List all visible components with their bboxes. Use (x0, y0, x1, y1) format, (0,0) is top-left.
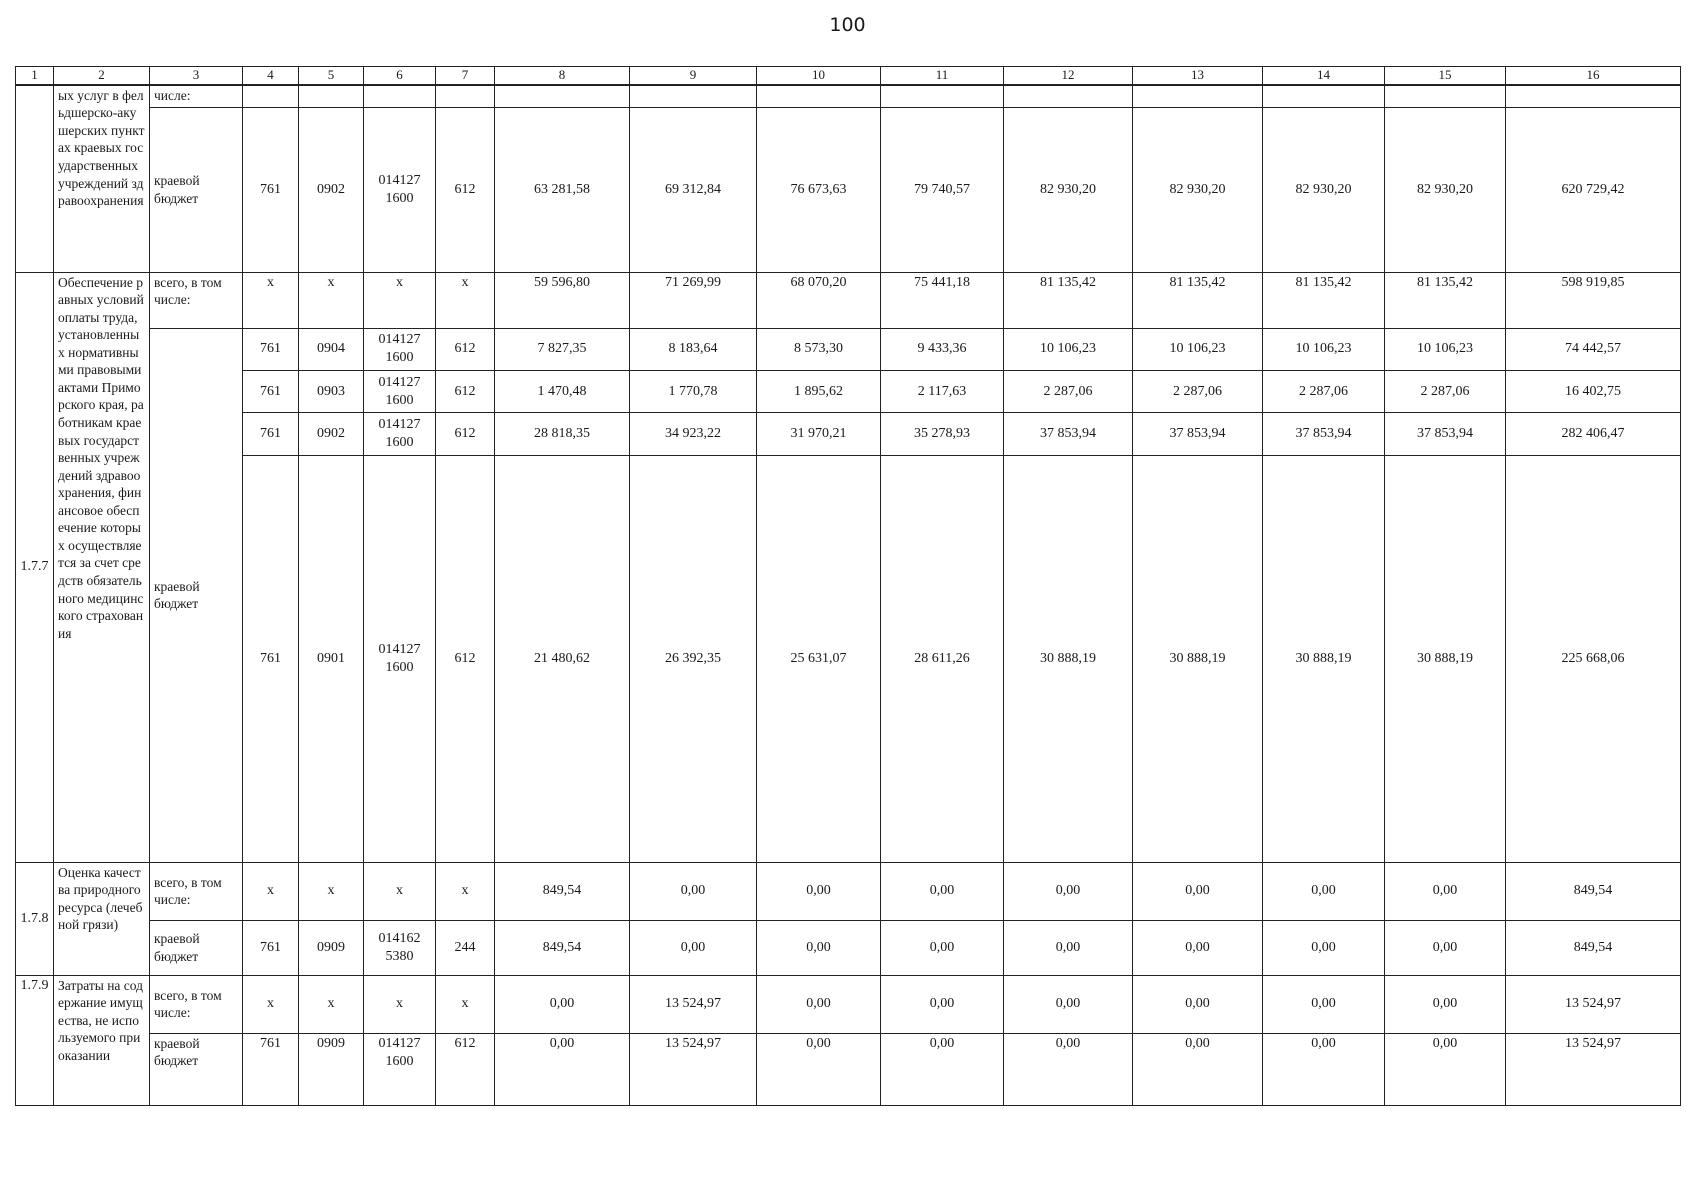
value-cell: 30 888,19 (1263, 455, 1385, 862)
code-cell: 014127 1600 (364, 371, 436, 413)
source-cell: краевой бюджет (150, 1033, 243, 1105)
code-cell: 0909 (299, 1033, 364, 1105)
code-cell: 0904 (299, 328, 364, 370)
column-header: 4 (243, 67, 299, 85)
value-cell: 37 853,94 (1263, 413, 1385, 455)
value-cell: 0,00 (630, 920, 757, 975)
table-row (16, 455, 1681, 862)
code-cell: х (243, 862, 299, 920)
value-cell: 37 853,94 (1133, 413, 1263, 455)
value-cell: 30 888,19 (1004, 455, 1133, 862)
value-cell: 0,00 (1004, 862, 1133, 920)
code-cell: 761 (243, 1033, 299, 1105)
value-cell: 81 135,42 (1133, 272, 1263, 328)
value-cell: 2 287,06 (1385, 371, 1506, 413)
column-header: 8 (495, 67, 630, 85)
column-header: 5 (299, 67, 364, 85)
code-cell: 0903 (299, 371, 364, 413)
table-row (16, 920, 1681, 975)
value-cell: 0,00 (881, 920, 1004, 975)
table-row (16, 975, 1681, 1033)
row-number-cell: 1.7.7 (16, 272, 54, 862)
code-cell: 761 (243, 328, 299, 370)
value-cell: 849,54 (1506, 920, 1681, 975)
code-cell: 0902 (299, 107, 364, 272)
code-cell: 0909 (299, 920, 364, 975)
code-cell: х (243, 272, 299, 328)
value-cell: 81 135,42 (1263, 272, 1385, 328)
value-cell: 0,00 (1263, 975, 1385, 1033)
source-cell: краевой бюджет (150, 328, 243, 862)
value-cell: 26 392,35 (630, 455, 757, 862)
value-cell: 2 287,06 (1263, 371, 1385, 413)
table-cell (757, 85, 881, 108)
column-header: 14 (1263, 67, 1385, 85)
value-cell: 0,00 (1263, 920, 1385, 975)
value-cell: 1 770,78 (630, 371, 757, 413)
table-row (16, 328, 1681, 370)
value-cell: 81 135,42 (1385, 272, 1506, 328)
value-cell: 28 818,35 (495, 413, 630, 455)
value-cell: 9 433,36 (881, 328, 1004, 370)
column-header: 10 (757, 67, 881, 85)
source-cell: всего, в том числе: (150, 862, 243, 920)
value-cell: 82 930,20 (1263, 107, 1385, 272)
value-cell: 10 106,23 (1133, 328, 1263, 370)
value-cell: 8 183,64 (630, 328, 757, 370)
value-cell: 0,00 (757, 920, 881, 975)
code-cell: 014127 1600 (364, 328, 436, 370)
value-cell: 13 524,97 (1506, 975, 1681, 1033)
table-row (16, 862, 1681, 920)
table-row (16, 1033, 1681, 1105)
column-header: 6 (364, 67, 436, 85)
item-name: Оценка качества природного ресурса (лечебной грязи) (54, 862, 150, 975)
value-cell: 849,54 (495, 920, 630, 975)
value-cell: 35 278,93 (881, 413, 1004, 455)
table-row (16, 85, 1681, 108)
code-cell: х (436, 272, 495, 328)
value-cell: 0,00 (1385, 1033, 1506, 1105)
item-name: Затраты на содержание имущества, не используемого при оказании (54, 975, 150, 1105)
value-cell: 0,00 (881, 862, 1004, 920)
code-cell: 014127 1600 (364, 1033, 436, 1105)
table-cell (1385, 85, 1506, 108)
value-cell: 69 312,84 (630, 107, 757, 272)
value-cell: 8 573,30 (757, 328, 881, 370)
value-cell: 16 402,75 (1506, 371, 1681, 413)
table-cell (1004, 85, 1133, 108)
code-cell: 761 (243, 920, 299, 975)
value-cell: 0,00 (1004, 975, 1133, 1033)
source-cell: краевой бюджет (150, 920, 243, 975)
value-cell: 0,00 (757, 862, 881, 920)
value-cell: 79 740,57 (881, 107, 1004, 272)
value-cell: 10 106,23 (1263, 328, 1385, 370)
value-cell: 76 673,63 (757, 107, 881, 272)
code-cell: 014127 1600 (364, 107, 436, 272)
code-cell: 612 (436, 107, 495, 272)
table-row (16, 107, 1681, 272)
value-cell: 0,00 (1133, 862, 1263, 920)
value-cell: 0,00 (1133, 920, 1263, 975)
table-cell (881, 85, 1004, 108)
code-cell: 761 (243, 107, 299, 272)
code-cell: х (364, 862, 436, 920)
value-cell: 71 269,99 (630, 272, 757, 328)
value-cell: 37 853,94 (1004, 413, 1133, 455)
code-cell: х (364, 975, 436, 1033)
value-cell: 1 895,62 (757, 371, 881, 413)
value-cell: 10 106,23 (1385, 328, 1506, 370)
value-cell: 849,54 (1506, 862, 1681, 920)
code-cell: х (436, 975, 495, 1033)
value-cell: 0,00 (1004, 920, 1133, 975)
column-header: 12 (1004, 67, 1133, 85)
value-cell: 81 135,42 (1004, 272, 1133, 328)
value-cell: 21 480,62 (495, 455, 630, 862)
value-cell: 63 281,58 (495, 107, 630, 272)
value-cell: 0,00 (1133, 1033, 1263, 1105)
table-row (16, 413, 1681, 455)
value-cell: 13 524,97 (630, 1033, 757, 1105)
value-cell: 0,00 (881, 975, 1004, 1033)
value-cell: 68 070,20 (757, 272, 881, 328)
value-cell: 37 853,94 (1385, 413, 1506, 455)
table-cell (243, 85, 299, 108)
row-number-cell: 1.7.8 (16, 862, 54, 975)
table-cell (495, 85, 630, 108)
value-cell: 31 970,21 (757, 413, 881, 455)
code-cell: 014162 5380 (364, 920, 436, 975)
table-cell (1263, 85, 1385, 108)
code-cell: 244 (436, 920, 495, 975)
table-row (16, 371, 1681, 413)
code-cell: 612 (436, 413, 495, 455)
value-cell: 30 888,19 (1133, 455, 1263, 862)
value-cell: 0,00 (1385, 862, 1506, 920)
code-cell: 761 (243, 413, 299, 455)
value-cell: 0,00 (1263, 862, 1385, 920)
budget-table (15, 66, 1681, 1106)
item-name: ых услуг в фельдшерско-акушерских пунктах краевых государственных учреждений здравоохранения (54, 85, 150, 272)
code-cell: 612 (436, 455, 495, 862)
source-cell: краевой бюджет (150, 107, 243, 272)
value-cell: 10 106,23 (1004, 328, 1133, 370)
table-row (16, 272, 1681, 328)
code-cell: х (299, 862, 364, 920)
code-cell: х (299, 975, 364, 1033)
code-cell: 612 (436, 328, 495, 370)
value-cell: 74 442,57 (1506, 328, 1681, 370)
column-header: 13 (1133, 67, 1263, 85)
table-cell (436, 85, 495, 108)
column-header: 1 (16, 67, 54, 85)
value-cell: 0,00 (495, 975, 630, 1033)
value-cell: 34 923,22 (630, 413, 757, 455)
column-header: 15 (1385, 67, 1506, 85)
value-cell: 28 611,26 (881, 455, 1004, 862)
table-cell (299, 85, 364, 108)
value-cell: 0,00 (1004, 1033, 1133, 1105)
value-cell: 2 287,06 (1133, 371, 1263, 413)
code-cell: 761 (243, 455, 299, 862)
value-cell: 1 470,48 (495, 371, 630, 413)
row-number-cell: 1.7.9 (16, 975, 54, 1105)
value-cell: 0,00 (1385, 920, 1506, 975)
column-header: 3 (150, 67, 243, 85)
value-cell: 0,00 (757, 1033, 881, 1105)
value-cell: 25 631,07 (757, 455, 881, 862)
table-cell (364, 85, 436, 108)
value-cell: 0,00 (1263, 1033, 1385, 1105)
value-cell: 82 930,20 (1133, 107, 1263, 272)
code-cell: 014127 1600 (364, 413, 436, 455)
value-cell: 59 596,80 (495, 272, 630, 328)
value-cell: 82 930,20 (1385, 107, 1506, 272)
code-cell: 014127 1600 (364, 455, 436, 862)
value-cell: 0,00 (1133, 975, 1263, 1033)
header-row (16, 67, 1681, 85)
source-cell: всего, в том числе: (150, 975, 243, 1033)
value-cell: 0,00 (1385, 975, 1506, 1033)
code-cell: х (436, 862, 495, 920)
code-cell: х (243, 975, 299, 1033)
source-cell: всего, в том числе: (150, 272, 243, 328)
column-header: 11 (881, 67, 1004, 85)
code-cell: х (299, 272, 364, 328)
value-cell: 225 668,06 (1506, 455, 1681, 862)
column-header: 2 (54, 67, 150, 85)
value-cell: 82 930,20 (1004, 107, 1133, 272)
table-cell (1506, 85, 1681, 108)
value-cell: 620 729,42 (1506, 107, 1681, 272)
column-header: 16 (1506, 67, 1681, 85)
page-number: 100 (829, 14, 866, 36)
value-cell: 30 888,19 (1385, 455, 1506, 862)
value-cell: 2 287,06 (1004, 371, 1133, 413)
source-cell: числе: (150, 85, 243, 108)
row-number-cell (16, 85, 54, 272)
value-cell: 0,00 (630, 862, 757, 920)
code-cell: 612 (436, 371, 495, 413)
value-cell: 2 117,63 (881, 371, 1004, 413)
value-cell: 75 441,18 (881, 272, 1004, 328)
value-cell: 0,00 (881, 1033, 1004, 1105)
table-cell (1133, 85, 1263, 108)
table-cell (630, 85, 757, 108)
value-cell: 598 919,85 (1506, 272, 1681, 328)
value-cell: 7 827,35 (495, 328, 630, 370)
value-cell: 0,00 (757, 975, 881, 1033)
value-cell: 0,00 (495, 1033, 630, 1105)
value-cell: 282 406,47 (1506, 413, 1681, 455)
code-cell: 0901 (299, 455, 364, 862)
column-header: 7 (436, 67, 495, 85)
code-cell: х (364, 272, 436, 328)
value-cell: 13 524,97 (630, 975, 757, 1033)
column-header: 9 (630, 67, 757, 85)
code-cell: 0902 (299, 413, 364, 455)
value-cell: 13 524,97 (1506, 1033, 1681, 1105)
item-name: Обеспечение равных условий оплаты труда, установленных нормативными правовыми актами Приморского края, работникам краевых государственных учреждений здравоохранения, финансовое обеспечение которых осуществляется за счет средств обязательного медицинского страхования (54, 272, 150, 862)
value-cell: 849,54 (495, 862, 630, 920)
code-cell: 612 (436, 1033, 495, 1105)
code-cell: 761 (243, 371, 299, 413)
